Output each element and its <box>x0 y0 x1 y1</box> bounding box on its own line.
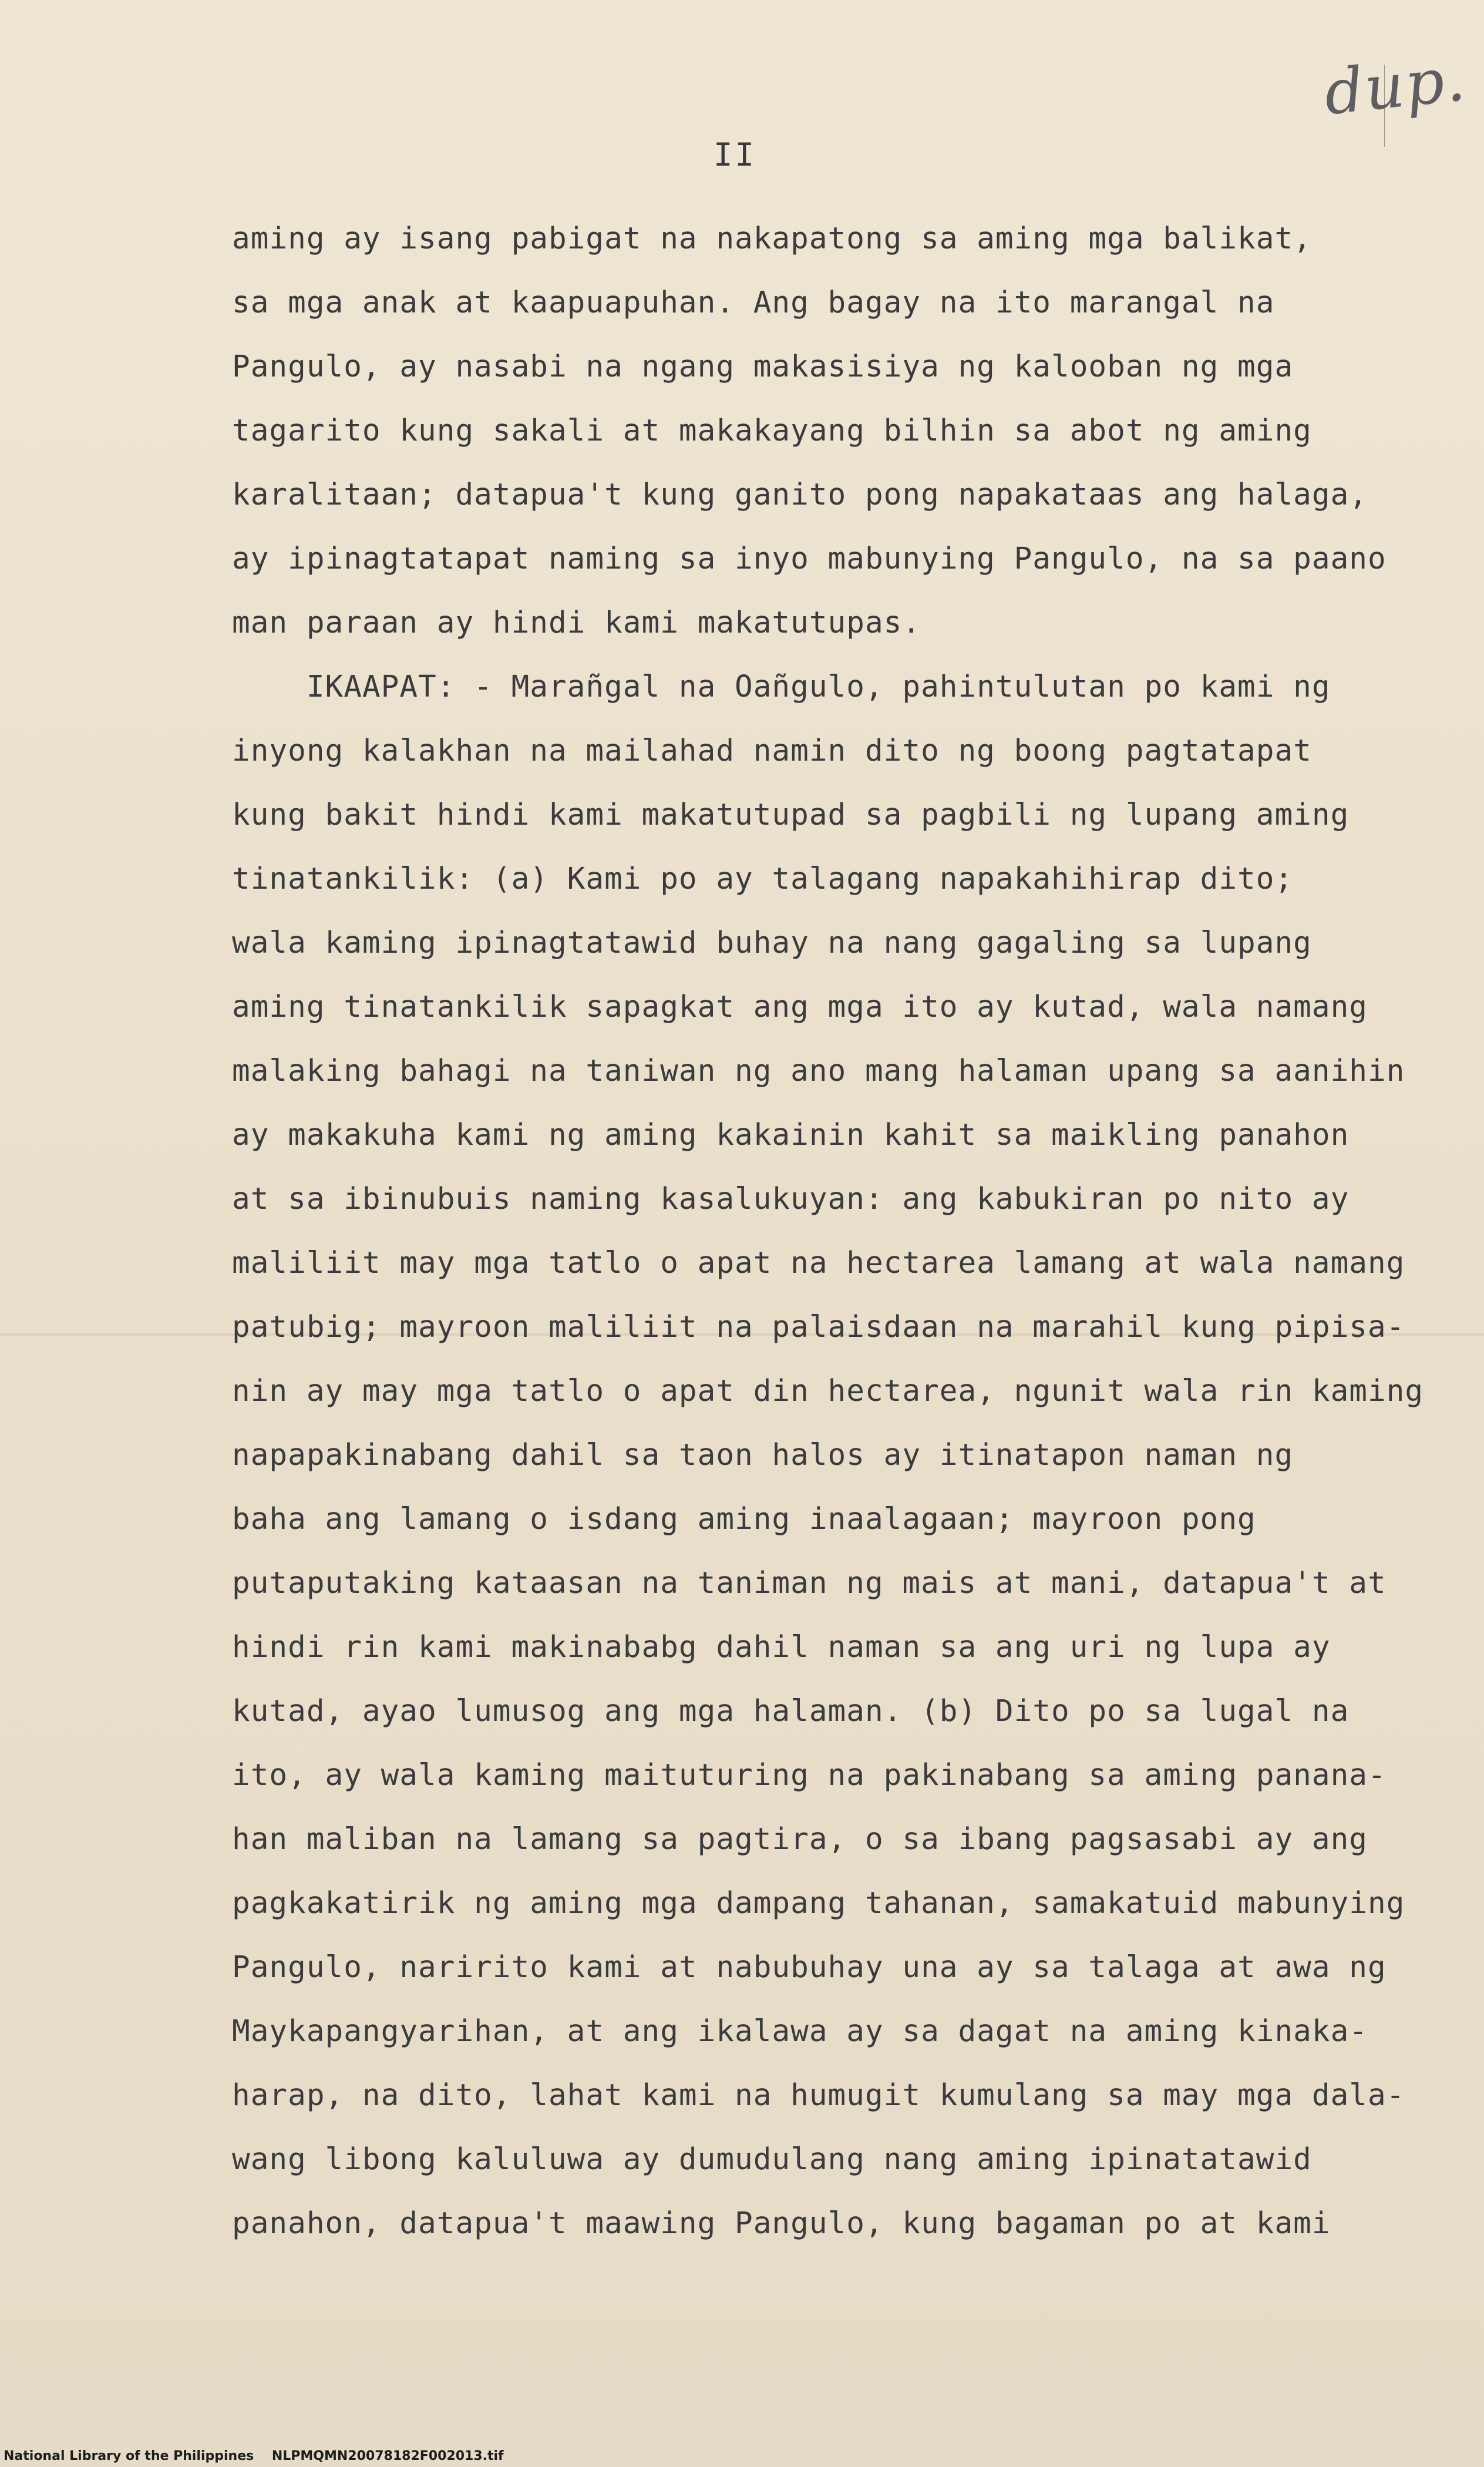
text-line: han maliban na lamang sa pagtira, o sa ibang pagsasabi ay ang <box>232 1822 1368 1857</box>
text-line: wang libong kaluluwa ay dumudulang nang aming ipinatatawid <box>232 2142 1312 2177</box>
text-line: napapakinabang dahil sa taon halos ay itinatapon naman ng <box>232 1438 1294 1473</box>
text-line: Pangulo, ay nasabi na ngang makasisiya ng kalooban ng mga <box>232 349 1294 384</box>
handwritten-annotation: dup. <box>1321 42 1469 129</box>
text-line: aming tinatankilik sapagkat ang mga ito ay kutad, wala namang <box>232 990 1368 1024</box>
text-line: Maykapangyarihan, at ang ikalawa ay sa dagat na aming kinaka- <box>232 2014 1368 2049</box>
text-line: malaking bahagi na taniwan ng ano mang halaman upang sa aanihin <box>232 1054 1405 1088</box>
text-line: harap, na dito, lahat kami na humugit kumulang sa may mga dala- <box>232 2078 1405 2113</box>
text-line: ay makakuha kami ng aming kakainin kahit sa maikling panahon <box>232 1118 1350 1152</box>
typed-body-text <box>232 207 1424 2256</box>
page-number: II <box>714 136 757 173</box>
text-line: sa mga anak at kaapuapuhan. Ang bagay na ito marangal na <box>232 285 1275 320</box>
text-line: at sa ibinubuis naming kasalukuyan: ang kabukiran po nito ay <box>232 1182 1350 1216</box>
text-line: panahon, datapua't maawing Pangulo, kung bagaman po at kami <box>232 2206 1331 2241</box>
text-line: tinatankilik: (a) Kami po ay talagang napakahihirap dito; <box>232 862 1294 896</box>
text-line: putaputaking kataasan na taniman ng mais at mani, datapua't at <box>232 1566 1387 1601</box>
text-line: maliliit may mga tatlo o apat na hectarea lamang at wala namang <box>232 1246 1405 1280</box>
text-line: man paraan ay hindi kami makatutupas. <box>232 606 921 640</box>
scan-footer-caption: National Library of the Philippines NLPMQMN20078182F002013.tif <box>4 2449 504 2463</box>
text-line: kutad, ayao lumusog ang mga halaman. (b) Dito po sa lugal na <box>232 1694 1350 1729</box>
text-line: pagkakatirik ng aming mga dampang tahanan, samakatuid mabunying <box>232 1886 1405 1921</box>
text-line: ito, ay wala kaming maituturing na pakinabang sa aming panana- <box>232 1758 1387 1793</box>
text-line: aming ay isang pabigat na nakapatong sa aming mga balikat, <box>232 221 1312 256</box>
text-line: inyong kalakhan na mailahad namin dito ng boong pagtatapat <box>232 734 1312 768</box>
text-line: wala kaming ipinagtatawid buhay na nang gagaling sa lupang <box>232 926 1312 960</box>
text-line: IKAAPAT: - Marañgal na Oañgulo, pahintulutan po kami ng <box>232 670 1331 704</box>
text-line: hindi rin kami makinababg dahil naman sa ang uri ng lupa ay <box>232 1630 1331 1665</box>
text-line: tagarito kung sakali at makakayang bilhin sa abot ng aming <box>232 414 1312 448</box>
text-line: ay ipinagtatapat naming sa inyo mabunying Pangulo, na sa paano <box>232 542 1387 576</box>
text-line: kung bakit hindi kami makatutupad sa pagbili ng lupang aming <box>232 798 1350 832</box>
text-line: karalitaan; datapua't kung ganito pong napakataas ang halaga, <box>232 478 1368 512</box>
text-line: baha ang lamang o isdang aming inaalagaan; mayroon pong <box>232 1502 1256 1537</box>
text-line: patubig; mayroon maliliit na palaisdaan na marahil kung pipisa- <box>232 1310 1405 1345</box>
text-line: nin ay may mga tatlo o apat din hectarea, ngunit wala rin kaming <box>232 1374 1424 1409</box>
text-line: Pangulo, naririto kami at nabubuhay una ay sa talaga at awa ng <box>232 1950 1387 1985</box>
